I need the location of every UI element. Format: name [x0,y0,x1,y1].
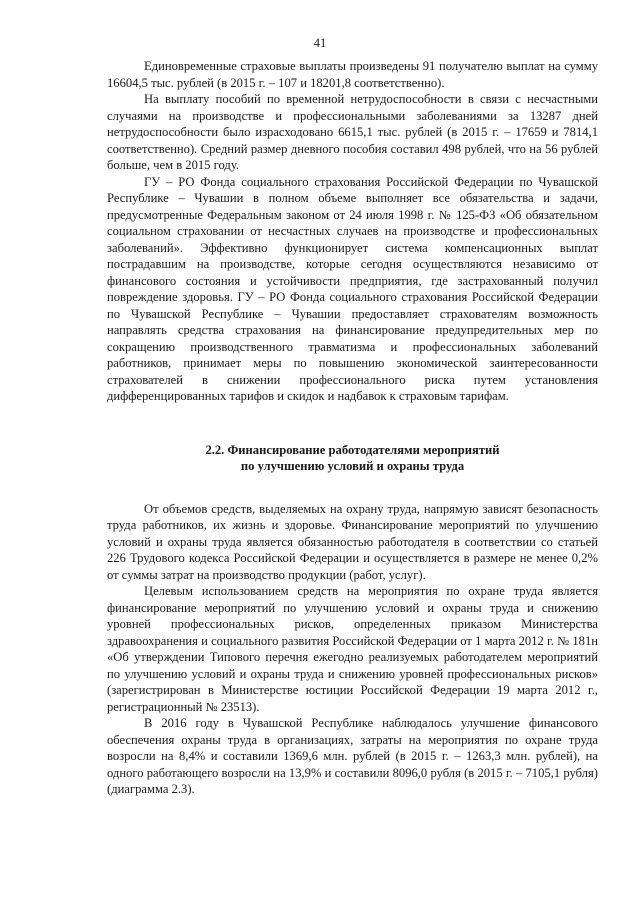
page-body [107,58,598,798]
paragraph-target-use: Целевым использованием средств на мероприятия по охране труда является финансирование мероприятий по улучшению условий и охраны труда и снижению уровней профессиональных рисков, определенных приказом Министерства здравоохранения и социального развития Российской Федерации от 1 марта 2012 г. № 181н «Об утверждении Типового перечня ежегодно реализуемых работодателем мероприятий по улучшению условий и охраны труда и снижению уровней профессиональных рисков» (зарегистрирован в Министерстве юстиции Российской Федерации 19 марта 2012 г., регистрационный № 23513). [107,584,598,714]
section-heading [107,442,598,475]
paragraph-2016-results: В 2016 году в Чувашской Республике наблюдалось улучшение финансового обеспечения охраны труда в организациях, затраты на мероприятия по охране труда возросли на 8,4% и составили 1369,6 млн. рублей (в 2015 г. – 1263,3 млн. рублей), на одного работающего возросли на 13,9% и составили 8096,0 рубля (в 2015 г. – 7105,1 рубля) (диаграмма 2.3). [107,716,598,796]
section-heading-line-2: по улучшению условий и охраны труда [240,459,465,473]
paragraph-lump-sum-payments: Единовременные страховые выплаты произведены 91 получателю выплат на сумму 16604,5 тыс. рублей (в 2015 г. – 107 и 18201,8 соответственно). [107,59,598,90]
page-number: 41 [313,36,327,50]
section-heading-line-1: 2.2. Финансирование работодателями мероприятий [205,442,500,457]
paragraph-funding-volume: От объемов средств, выделяемых на охрану труда, напрямую зависят безопасность труда работников, их жизнь и здоровье. Финансирование мероприятий по улучшению условий и охраны труда является обязанностью работодателя в соответствии со статьей 226 Трудового кодекса Российской Федерации и осуществляется в размере не менее 0,2% от суммы затрат на производство продукции (работ, услуг). [107,501,598,582]
paragraph-temporary-disability-benefits: На выплату пособий по временной нетрудоспособности в связи с несчастными случаями на производстве и профессиональными заболеваниями за 13287 дней нетрудоспособности было израсходовано 6615,1 тыс. рублей (в 2015 г. – 17659 и 7814,1 соответственно). Средний размер дневного пособия составил 498 рублей, что на 56 рублей больше, чем в 2015 году. [107,92,598,172]
paragraph-social-insurance-fund: ГУ – РО Фонда социального страхования Российской Федерации по Чувашской Республике – Чувашии в полном объеме выполняет все обязательства и задачи, предусмотренные Федеральным законом от 24 июля 1998 г. № 125-ФЗ «Об обязательном социальном страховании от несчастных случаев на производстве и профессиональных заболеваний». Эффективно функционирует система компенсационных выплат пострадавшим на производстве, которые сегодня осуществляются независимо от финансового состояния и устойчивости предприятия, где застрахованный получил повреждение здоровья. ГУ – РО Фонда социального страхования Российской Федерации по Чувашской Республике – Чувашии предоставляет страхователям возможность направлять средства страхования на финансирование предупредительных мер по сокращению производственного травматизма и профессиональных заболеваний работников, принимает меры по повышению экономической заинтересованности страхователей в снижении профессионального риска путем установления дифференцированных тарифов и скидок и надбавок к страховым тарифам. [107,174,598,403]
